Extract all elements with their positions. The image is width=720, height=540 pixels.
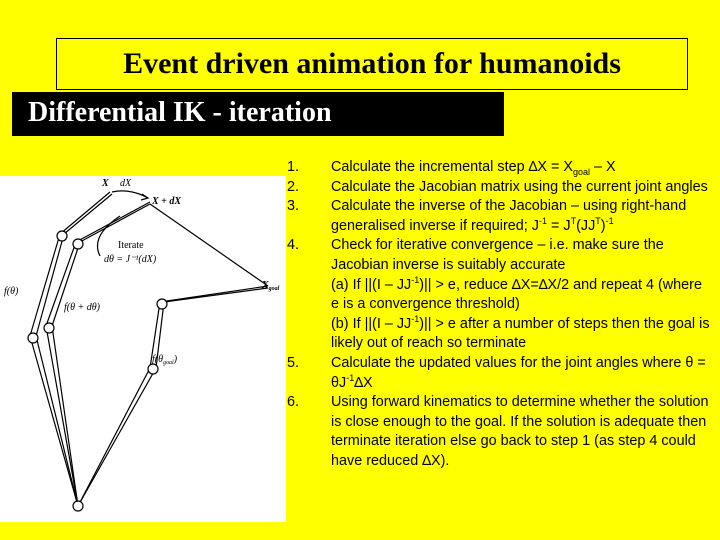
joint	[73, 239, 83, 249]
joint	[57, 231, 67, 241]
label-f-theta: f(θ)	[4, 286, 19, 297]
step-2: 2. Calculate the Jacobian matrix using the current joint angles	[287, 178, 711, 198]
joint	[28, 333, 38, 343]
chain1-link1	[30, 336, 78, 506]
step-4: 4. Check for iterative convergence – i.e. make sure the Jacobian inverse is suitably accurate	[287, 237, 664, 273]
ik-diagram-svg	[0, 176, 286, 522]
label-iterate-formula: dθ = J⁻¹(dX)	[104, 254, 157, 265]
step-number: 6.	[287, 394, 300, 411]
joint	[148, 364, 158, 374]
step-number: 3.	[287, 198, 300, 215]
ik-diagram	[0, 176, 286, 522]
chain2-link1	[46, 326, 78, 506]
step-5: 5. Calculate the updated values for the joint angles where $\theta = \theta J^{-1}\Delta X$	[287, 354, 706, 391]
slide-subtitle: Differential IK - iteration	[28, 97, 332, 128]
joint	[157, 299, 167, 309]
chain3-link3	[160, 286, 268, 302]
step-4a: (a) If $||(I - JJ^{-1})|| > e$, reduce ∆X=∆X/2 and repeat 4 (where e is a convergence threshold)	[331, 274, 702, 313]
base-joint	[73, 501, 83, 511]
step-number: 5.	[287, 354, 300, 371]
subtitle-bar	[12, 92, 504, 136]
label-x: X	[102, 178, 109, 189]
steps-list	[287, 158, 711, 472]
dx-to-goal-line	[150, 204, 268, 286]
label-f-theta-goal: $f(\theta_{goal})$	[152, 354, 178, 366]
step-number: 2.	[287, 178, 300, 195]
chain2-link3	[76, 202, 150, 242]
label-iterate: Iterate	[118, 240, 144, 251]
chain1-link2	[30, 234, 60, 336]
label-dx: dX	[120, 178, 132, 189]
label-x-plus-dx: X + dX	[152, 196, 182, 207]
step-number: 4.	[287, 237, 300, 254]
step-3: 3. Calculate the inverse of the Jacobian – using right-hand generalised inverse if required; $J^{-1} = J^T(JJ^T)^{-1}$	[287, 198, 687, 234]
label-x-goal: $X_{goal}$	[262, 280, 280, 292]
joint	[44, 323, 54, 333]
slide-title: Event driven animation for humanoids	[123, 47, 621, 80]
step-number: 1.	[287, 159, 300, 175]
chain3-link1	[78, 368, 150, 506]
step-1: 1. Calculate the incremental step $\Delta X = X_{goal} - X$	[287, 159, 616, 177]
step-6: 6. Using forward kinematics to determine whether the solution is close enough to the goal. If the solution is adequate then terminate iteration else go back to step 1 (as step 4 could have reduced ∆X).	[287, 394, 709, 469]
step-4b: (b) If $||(I - JJ^{-1})|| > e$ after a number of steps then the goal is likely out of reach so terminate	[331, 313, 710, 352]
title-box	[56, 38, 688, 90]
label-f-theta-plus: f(θ + dθ)	[64, 302, 101, 313]
